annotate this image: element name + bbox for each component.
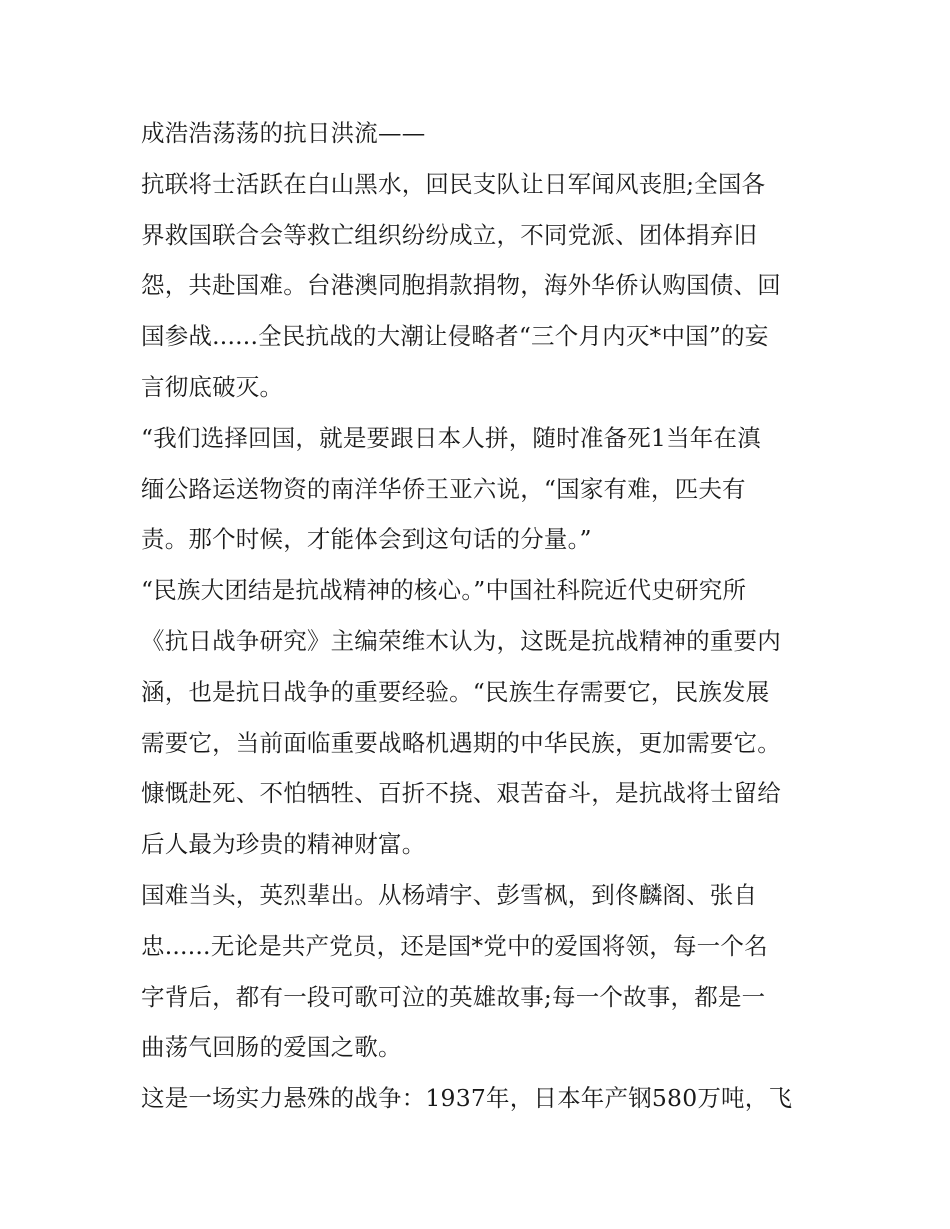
text-line-3: 界救国联合会等救亡组织纷纷成立，不同党派、团体捐弃旧 [141, 220, 758, 249]
text-line-9: 责。那个时候，才能体会到这句话的分量。” [141, 525, 592, 554]
text-line-19: 曲荡气回肠的爱国之歌。 [141, 1033, 402, 1062]
text-line-1: 成浩浩荡荡的抗日洪流—— [141, 119, 426, 147]
text-line-5: 国参战......全民抗战的大潮让侵略者“三个月内灭*中国”的妄 [141, 322, 769, 351]
text-line-20: 这是一场实力悬殊的战争：1937年，日本年产钢580万吨，飞 [141, 1084, 793, 1113]
text-line-13: 需要它，当前面临重要战略机遇期的中华民族，更加需要它。 [141, 728, 781, 757]
text-line-17: 忠......无论是共产党员，还是国*党中的爱国将领，每一个名 [141, 931, 768, 960]
text-line-7: “我们选择回国，就是要跟日本人拼，随时准备死1当年在滇 [141, 423, 761, 452]
text-line-6: 言彻底破灭。 [141, 372, 284, 401]
text-line-2: 抗联将士活跃在白山黑水，回民支队让日军闻风丧胆;全国各 [141, 169, 766, 198]
text-line-12: 涵，也是抗日战争的重要经验。“民族生存需要它，民族发展 [141, 677, 770, 706]
text-line-11: 《抗日战争研究》主编荣维木认为，这既是抗战精神的重要内 [141, 626, 781, 655]
text-line-10: “民族大团结是抗战精神的核心。”中国社科院近代史研究所 [141, 576, 747, 605]
text-line-8: 缅公路运送物资的南洋华侨王亚六说，“国家有难，匹夫有 [141, 474, 746, 503]
text-line-15: 后人最为珍贵的精神财富。 [141, 830, 426, 859]
text-line-18: 字背后，都有一段可歌可泣的英雄故事;每一个故事，都是一 [141, 982, 766, 1011]
document-body [141, 108, 821, 1124]
text-line-4: 怨，共赴国难。台港澳同胞捐款捐物，海外华侨认购国债、回 [141, 271, 781, 300]
text-line-16: 国难当头，英烈辈出。从杨靖宇、彭雪枫，到佟麟阁、张自 [141, 880, 758, 909]
text-line-14: 慷慨赴死、不怕牺牲、百折不挠、艰苦奋斗，是抗战将士留给 [141, 779, 781, 808]
